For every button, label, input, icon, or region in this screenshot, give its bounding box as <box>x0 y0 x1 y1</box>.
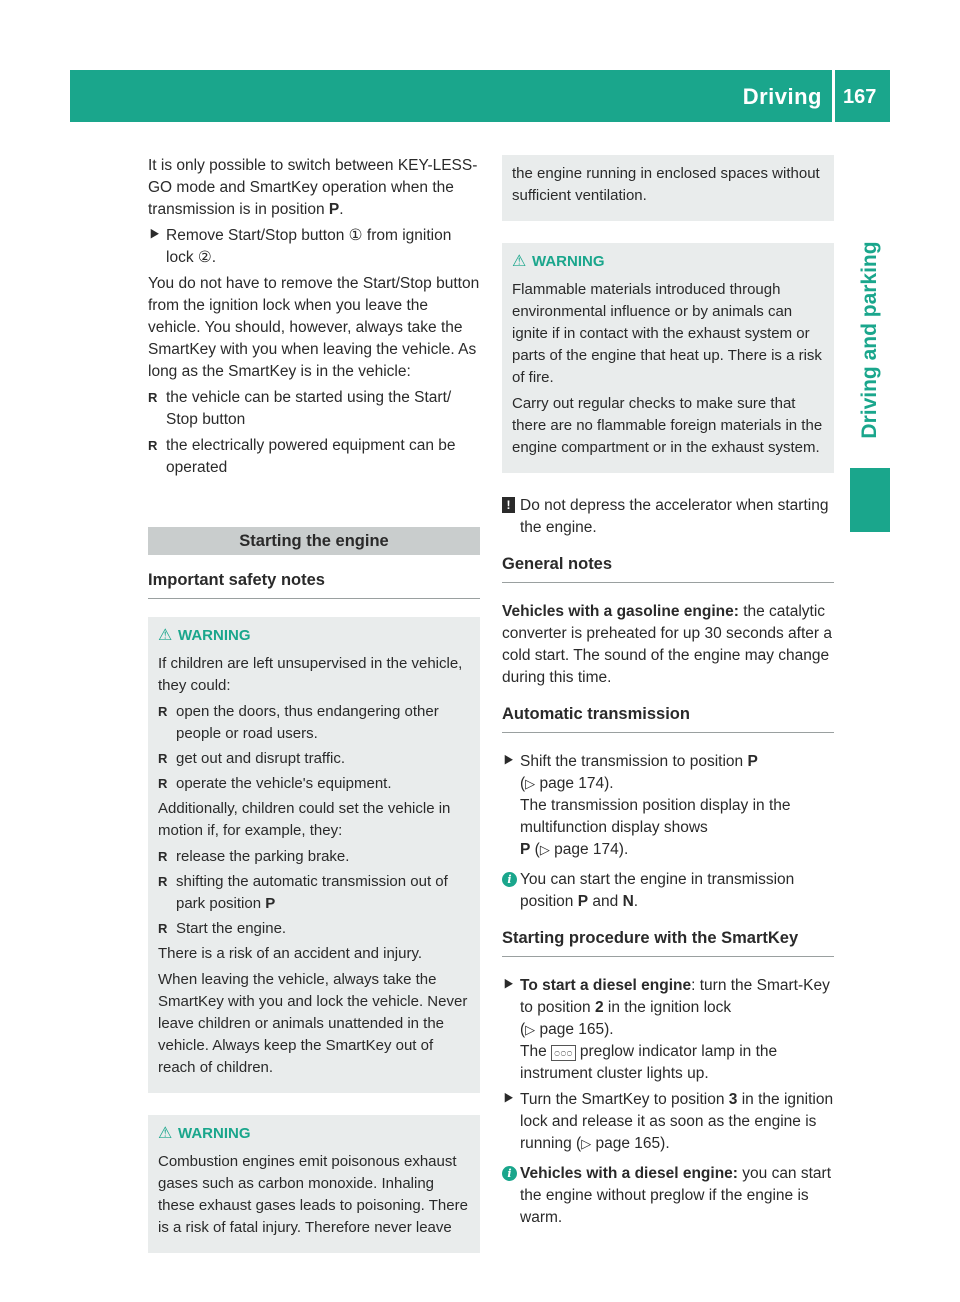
warning-box-flammable: ⚠ WARNING Flammable materials introduced through environmental influence or by animals can ignite if in contact with the exhaust system or parts of the engine that heat up. There is a risk of fire. Carry out regular checks to make sure that there are no flammable foreign materials in the engine compartment or in the exhaust system. <box>502 243 834 473</box>
warning-title: ⚠ WARNING <box>512 251 824 273</box>
warning-triangle-icon: ⚠ <box>158 627 173 644</box>
page-ref-link[interactable]: page 165 <box>539 1021 605 1038</box>
step-arrow-icon: ⯈ <box>502 1091 515 1108</box>
side-tab-label: Driving and parking <box>858 241 881 439</box>
header-section-title: Driving <box>742 84 822 109</box>
left-column <box>148 155 480 1275</box>
list-item: R shifting the automatic transmission out of park position P <box>158 873 448 912</box>
info-icon: i <box>502 1166 517 1181</box>
step-arrow-icon: ⯈ <box>148 227 161 244</box>
step-shift-transmission: ⯈ Shift the transmission to position P (▷ page 174). The transmission position display in the multifunction display shows P (▷ page 174). <box>502 753 791 858</box>
warning-box-continued: the engine running in enclosed spaces without sufficient ventilation. <box>502 155 834 221</box>
warning-triangle-icon: ⚠ <box>158 1125 173 1142</box>
page-ref-link[interactable]: page 165 <box>595 1135 661 1152</box>
ref-arrow-icon: ▷ <box>581 1136 592 1151</box>
ref-arrow-icon: ▷ <box>525 776 536 791</box>
header-separator <box>832 70 835 122</box>
subheading-safety: Important safety notes <box>148 569 480 599</box>
caution-icon: ! <box>502 497 515 513</box>
page-ref-link[interactable]: page 174 <box>539 775 605 792</box>
warning-box-exhaust: ⚠ WARNING Combustion engines emit poisonous exhaust gases such as carbon monoxide. Inhaling these exhaust gases leads to poisoning. There is a risk of fatal injury. Therefore never leave <box>148 1115 480 1253</box>
page-ref-link[interactable]: page 174 <box>554 841 619 858</box>
bullet-icon: R <box>158 776 168 791</box>
heading-automatic-transmission: Automatic transmission <box>502 703 834 733</box>
bullet-icon: R <box>148 390 158 405</box>
ref-arrow-icon: ▷ <box>539 842 550 857</box>
warning-title: ⚠ WARNING <box>158 625 470 647</box>
list-item: R the vehicle can be started using the Start/ Stop button <box>148 389 452 428</box>
bullet-icon: R <box>158 874 168 889</box>
ref-arrow-icon: ▷ <box>525 1022 536 1037</box>
bullet-icon: R <box>158 921 168 936</box>
step-remove-button: ⯈ Remove Start/Stop button ① from ignition lock ②. <box>148 227 452 266</box>
info-icon: i <box>502 872 517 887</box>
bullet-icon: R <box>158 849 168 864</box>
info-note-diesel: i Vehicles with a diesel engine: you can start the engine without preglow if the engine is warm. <box>502 1163 834 1229</box>
para-smartkey: You do not have to remove the Start/Stop button from the ignition lock when you leave the vehicle. You should, however, always take the SmartKey with you when leaving the vehicle. As long as the SmartKey is in the vehicle: <box>148 275 480 380</box>
info-note-transmission: i You can start the engine in transmission position P and N. <box>502 869 834 913</box>
list-item: R get out and disrupt traffic. <box>158 748 470 770</box>
right-column <box>502 155 834 1235</box>
preglow-lamp-icon: ೦೦೦ <box>551 1045 575 1061</box>
warning-triangle-icon: ⚠ <box>512 253 527 270</box>
bullet-icon: R <box>158 704 168 719</box>
intro-paragraph: It is only possible to switch between KEY-LESS-GO mode and SmartKey operation when the transmission is in position P. <box>148 157 478 218</box>
bullet-icon: R <box>158 751 168 766</box>
list-item: R open the doors, thus endangering other people or road users. <box>158 703 439 742</box>
heading-general-notes: General notes <box>502 553 834 583</box>
bullet-icon: R <box>148 438 158 453</box>
step-turn-smartkey: ⯈ Turn the SmartKey to position 3 in the ignition lock and release it as soon as the engine is running (▷ page 165). <box>502 1091 834 1152</box>
section-heading: Starting the engine <box>148 527 480 555</box>
heading-starting-procedure: Starting procedure with the SmartKey <box>502 927 834 957</box>
side-tab <box>850 240 890 440</box>
step-arrow-icon: ⯈ <box>502 977 515 994</box>
list-item: R release the parking brake. <box>158 846 470 868</box>
caution-note: ! Do not depress the accelerator when starting the engine. <box>502 495 834 539</box>
list-item: R operate the vehicle's equipment. <box>158 773 470 795</box>
warning-box-children: ⚠ WARNING If children are left unsupervised in the vehicle, they could: R open the doors, thus endangering other people or road users. R get out and disrupt traffic. R operate the vehicle's equipment. Additionally, children could set the vehicle in motion if, for example, they: R release the parking brake. R shifting the automatic transmission out of park position P R Start the engine. There is a risk of an accident and injury. When leaving the vehicle, always take the SmartKey with you and lock the vehicle. Never leave children or animals unattended in the vehicle. Always keep the SmartKey out of reach of children. <box>148 617 480 1093</box>
step-diesel-start: ⯈ To start a diesel engine: turn the Smart-Key to position 2 in the ignition lock (▷ page 165). The ೦೦೦ preglow indicator lamp in the instrument cluster lights up. <box>502 977 830 1082</box>
side-tab-block <box>850 468 890 532</box>
list-item: R Start the engine. <box>158 918 470 940</box>
step-arrow-icon: ⯈ <box>502 753 515 770</box>
page-number: 167 <box>843 86 877 108</box>
warning-title: ⚠ WARNING <box>158 1123 470 1145</box>
general-notes-text: Vehicles with a gasoline engine: the catalytic converter is preheated for up 30 seconds after a cold start. The sound of the engine may change during this time. <box>502 603 833 686</box>
list-item: R the electrically powered equipment can be operated <box>148 437 456 476</box>
